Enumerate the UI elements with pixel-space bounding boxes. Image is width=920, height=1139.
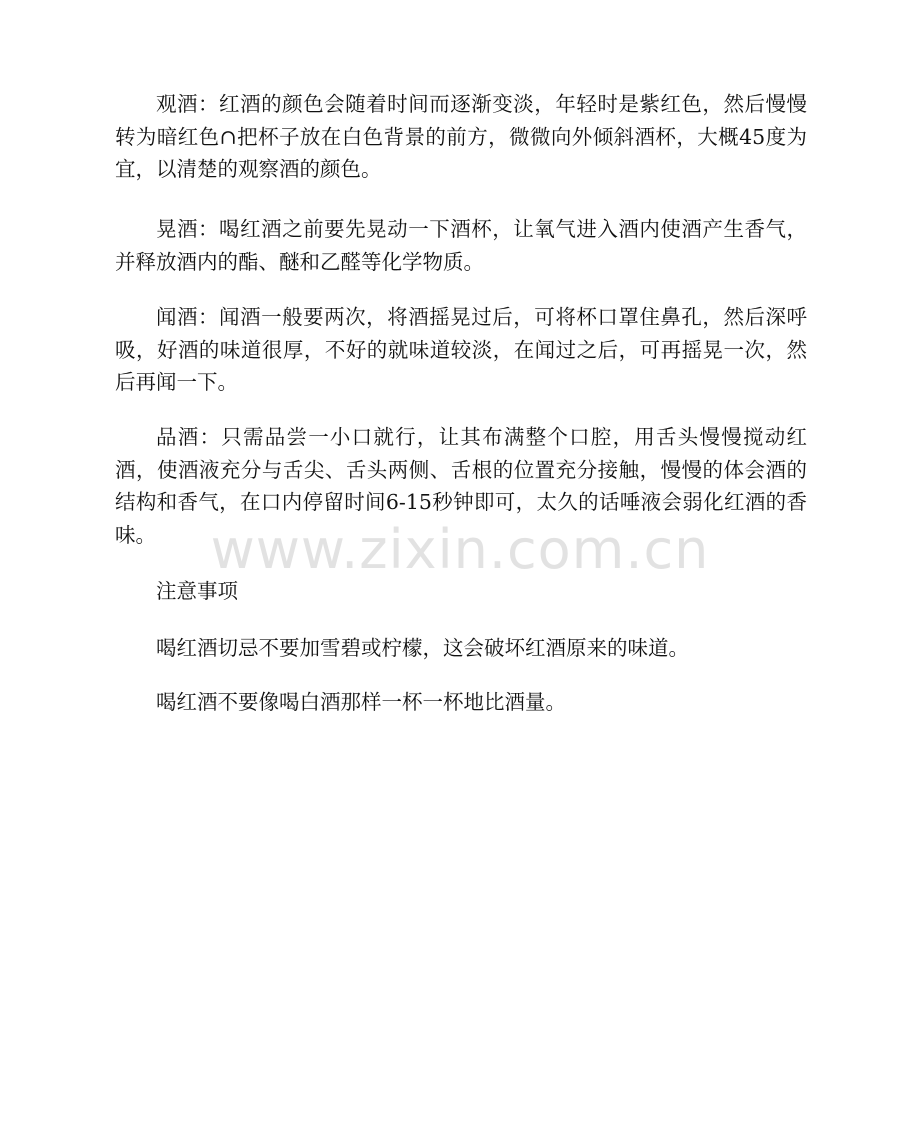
paragraph-swirl-wine: 晃酒：喝红酒之前要先晃动一下酒杯，让氧气进入酒内使酒产生香气，并释放酒内的酯、醚和乙醛等化学物质。 — [115, 217, 807, 274]
paragraph-note-2: 喝红酒不要像喝白酒那样一杯一杯地比酒量。 — [156, 690, 566, 714]
watermark: www.zixin.com.cn — [210, 518, 710, 581]
paragraph-note-1: 喝红酒切忌不要加雪碧或柠檬，这会破坏红酒原来的味道。 — [156, 636, 689, 660]
paragraph-observe-wine: 观酒：红酒的颜色会随着时间而逐渐变淡，年轻时是紫红色，然后慢慢转为暗红色∩把杯子放在白色背景的前方，微微向外倾斜酒杯，大概45度为宜，以清楚的观察酒的颜色。 — [115, 92, 807, 181]
section-heading-notes: 注意事项 — [156, 579, 238, 603]
paragraph-taste-wine: 品酒：只需品尝一小口就行，让其布满整个口腔，用舌头慢慢搅动红酒，使酒液充分与舌尖、舌头两侧、舌根的位置充分接触，慢慢的体会酒的结构和香气，在口内停留时间6-15秒钟即可，太久的话唾液会弱化红酒的香味。 — [115, 425, 807, 547]
paragraph-smell-wine: 闻酒：闻酒一般要两次，将酒摇晃过后，可将杯口罩住鼻孔，然后深呼吸，好酒的味道很厚，不好的就味道较淡，在闻过之后，可再摇晃一次，然后再闻一下。 — [115, 305, 807, 394]
